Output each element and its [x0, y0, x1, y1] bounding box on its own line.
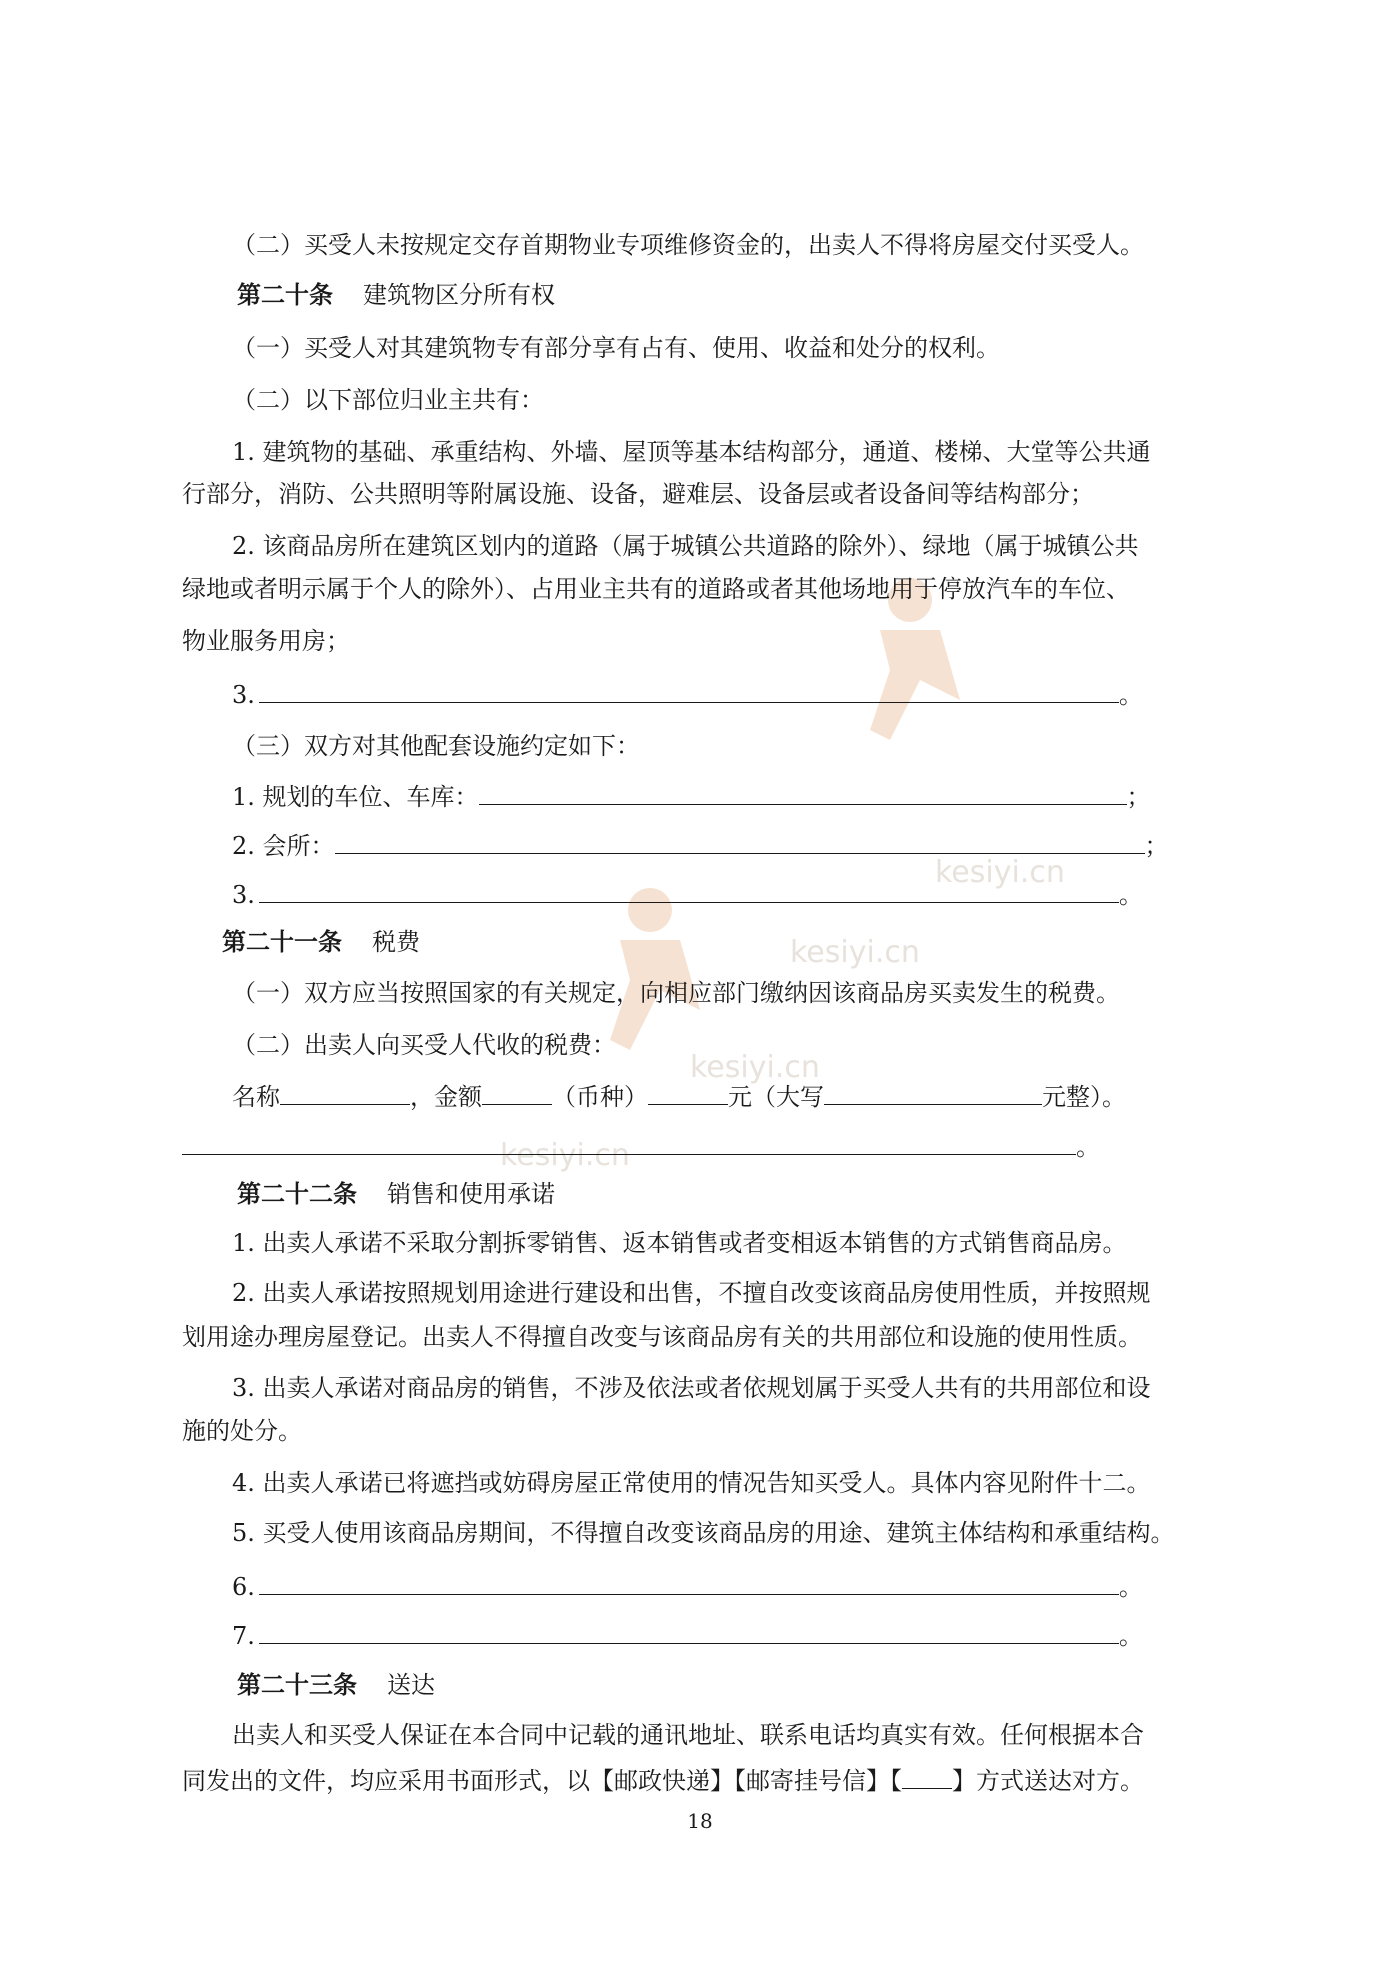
paragraph: 划用途办理房屋登记。出卖人不得擅自改变与该商品房有关的共用部位和设施的使用性质。: [182, 1323, 1142, 1351]
fill-line-item: [232, 778, 1151, 814]
blank-field[interactable]: [259, 1617, 1119, 1644]
blank-field[interactable]: [335, 827, 1145, 854]
paragraph: （一）双方应当按照国家的有关规定，向相应部门缴纳因该商品房买卖发生的税费。: [232, 979, 1120, 1007]
article-title: 税费: [372, 928, 420, 956]
paragraph: 施的处分。: [182, 1417, 302, 1445]
blank-field[interactable]: [259, 1568, 1119, 1595]
fill-line-item: [232, 1568, 1143, 1604]
item-end: ；: [1126, 783, 1151, 811]
fee-end-label: 元整）。: [1042, 1083, 1126, 1111]
watermark-text: kesiyi.cn: [935, 855, 1065, 890]
item-label: 3.: [232, 681, 255, 709]
paragraph: 1. 建筑物的基础、承重结构、外墙、屋顶等基本结构部分，通道、楼梯、大堂等公共通: [232, 438, 1151, 466]
fill-line-item: [182, 1128, 1100, 1164]
paragraph: 5. 买受人使用该商品房期间，不得擅自改变该商品房的用途、建筑主体结构和承重结构。: [232, 1519, 1175, 1547]
item-label: 1. 规划的车位、车库：: [232, 783, 479, 811]
paragraph: 1. 出卖人承诺不采取分割拆零销售、返本销售或者变相返本销售的方式销售商品房。: [232, 1229, 1127, 1257]
article-heading: [237, 1668, 435, 1702]
fill-line-item: [232, 1617, 1143, 1653]
watermark-text: kesiyi.cn: [500, 1138, 630, 1173]
item-label: 3.: [232, 881, 255, 909]
item-end: 。: [1118, 681, 1143, 709]
article-title: 销售和使用承诺: [387, 1180, 555, 1208]
item-label: 6.: [232, 1573, 255, 1601]
blank-field[interactable]: [479, 778, 1127, 805]
item-end: 。: [1118, 1622, 1143, 1650]
article-number: 第二十二条: [237, 1179, 357, 1208]
fee-name-label: 名称: [232, 1083, 280, 1111]
delivery-text: 同发出的文件，均应采用书面形式，以【邮政快递】【邮寄挂号信】【: [182, 1767, 902, 1795]
fee-amount-label: ，金额: [410, 1083, 482, 1111]
page-number: 18: [687, 1809, 713, 1833]
paragraph: （二）买受人未按规定交存首期物业专项维修资金的，出卖人不得将房屋交付买受人。: [232, 231, 1144, 259]
watermark-text: kesiyi.cn: [790, 935, 920, 970]
fee-currency-field[interactable]: [648, 1078, 728, 1105]
paragraph: 3. 出卖人承诺对商品房的销售，不涉及依法或者依规划属于买受人共有的共用部位和设: [232, 1374, 1151, 1402]
paragraph: 2. 出卖人承诺按照规划用途进行建设和出售，不擅自改变该商品房使用性质，并按照规: [232, 1279, 1151, 1307]
fill-line-item: [232, 676, 1143, 712]
article-number: 第二十三条: [237, 1670, 357, 1699]
watermark-text: kesiyi.cn: [690, 1050, 820, 1085]
paragraph: （一）买受人对其建筑物专有部分享有占有、使用、收益和处分的权利。: [232, 334, 1000, 362]
delivery-line: [182, 1762, 1144, 1798]
fee-line: [232, 1078, 1126, 1114]
item-label: 7.: [232, 1622, 255, 1650]
article-heading: [222, 925, 420, 959]
article-heading: [237, 278, 555, 312]
fill-line-item: [232, 827, 1169, 863]
blank-field[interactable]: [182, 1128, 1076, 1155]
paragraph: 绿地或者明示属于个人的除外）、占用业主共有的道路或者其他场地用于停放汽车的车位、: [182, 575, 1130, 603]
delivery-text-end: 】方式送达对方。: [952, 1767, 1144, 1795]
fee-currency-label: （币种）: [552, 1083, 648, 1111]
fee-name-field[interactable]: [280, 1078, 410, 1105]
item-end: 。: [1076, 1133, 1100, 1161]
item-end: ；: [1144, 832, 1169, 860]
blank-field[interactable]: [259, 876, 1119, 903]
paragraph: （三）双方对其他配套设施约定如下：: [232, 732, 640, 760]
paragraph: 物业服务用房；: [182, 627, 350, 655]
paragraph: 4. 出卖人承诺已将遮挡或妨碍房屋正常使用的情况告知买受人。具体内容见附件十二。: [232, 1469, 1151, 1497]
paragraph: （二）以下部位归业主共有：: [232, 386, 544, 414]
fee-amount-field[interactable]: [482, 1078, 552, 1105]
item-label: 2. 会所：: [232, 832, 335, 860]
item-end: 。: [1118, 881, 1143, 909]
paragraph: 行部分，消防、公共照明等附属设施、设备，避难层、设备层或者设备间等结构部分；: [182, 480, 1094, 508]
fill-line-item: [232, 876, 1143, 912]
delivery-method-field[interactable]: [902, 1762, 952, 1789]
article-title: 建筑物区分所有权: [363, 281, 555, 309]
article-title: 送达: [387, 1671, 435, 1699]
paragraph: 出卖人和买受人保证在本合同中记载的通讯地址、联系电话均真实有效。任何根据本合: [232, 1721, 1144, 1749]
paragraph: 2. 该商品房所在建筑区划内的道路（属于城镇公共道路的除外）、绿地（属于城镇公共: [232, 532, 1139, 560]
article-heading: [237, 1177, 555, 1211]
fee-capital-field[interactable]: [824, 1078, 1042, 1105]
blank-field[interactable]: [259, 676, 1119, 703]
item-end: 。: [1118, 1573, 1143, 1601]
article-number: 第二十条: [237, 280, 333, 309]
article-number: 第二十一条: [222, 927, 342, 956]
fee-capital-label: 元（大写: [728, 1083, 824, 1111]
paragraph: （二）出卖人向买受人代收的税费：: [232, 1031, 616, 1059]
